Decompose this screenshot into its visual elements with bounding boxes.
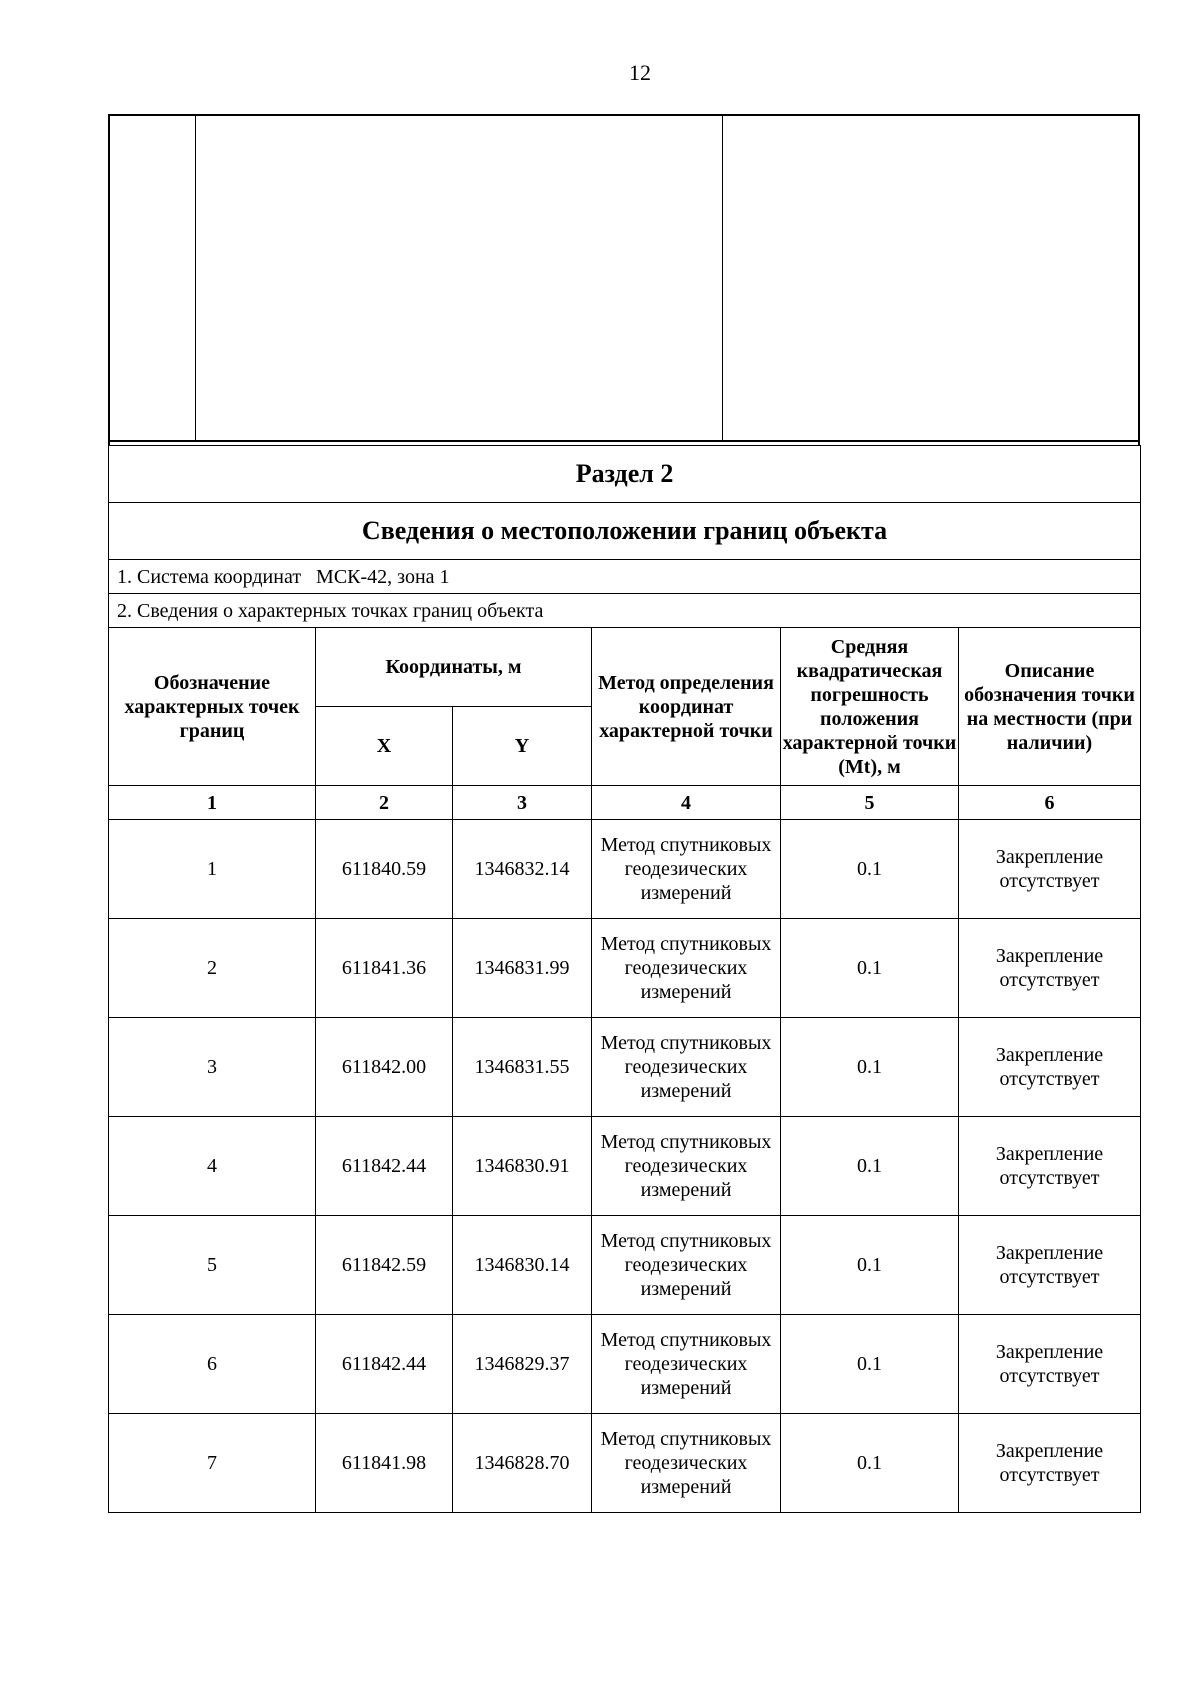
cell-description: Закрепление отсутствует [959, 919, 1141, 1018]
header-coordinates: Координаты, м [316, 628, 592, 707]
cell-description: Закрепление отсутствует [959, 1315, 1141, 1414]
cell-y: 1346830.91 [453, 1117, 592, 1216]
cell-x: 611842.44 [316, 1315, 453, 1414]
cell-description: Закрепление отсутствует [959, 820, 1141, 919]
cell-description: Закрепление отсутствует [959, 1018, 1141, 1117]
document-sheet [108, 114, 1140, 1513]
cell-method: Метод спутниковых геодезических измерений [592, 820, 781, 919]
column-number: 5 [781, 786, 959, 820]
cell-y: 1346832.14 [453, 820, 592, 919]
table-row [109, 1117, 1141, 1216]
cell-error: 0.1 [781, 919, 959, 1018]
header-x: X [316, 707, 453, 786]
cell-method: Метод спутниковых геодезических измерений [592, 1117, 781, 1216]
cell-point: 7 [109, 1414, 316, 1513]
cell-point: 3 [109, 1018, 316, 1117]
cell-x: 611842.59 [316, 1216, 453, 1315]
blank-cell-left [110, 116, 196, 440]
blank-cell-right [723, 116, 1138, 440]
cell-description: Закрепление отсутствует [959, 1414, 1141, 1513]
cell-x: 611842.00 [316, 1018, 453, 1117]
cell-error: 0.1 [781, 1315, 959, 1414]
column-number: 4 [592, 786, 781, 820]
header-description: Описание обозначения точки на местности (при наличии) [959, 628, 1141, 786]
blank-top-block [108, 114, 1140, 442]
cell-error: 0.1 [781, 1117, 959, 1216]
column-number: 6 [959, 786, 1141, 820]
header-method: Метод определения координат характерной точки [592, 628, 781, 786]
page-number: 12 [629, 60, 651, 85]
table-row [109, 1018, 1141, 1117]
table-row [109, 1315, 1141, 1414]
cell-point: 4 [109, 1117, 316, 1216]
points-heading: 2. Сведения о характерных точках границ объекта [109, 594, 1141, 628]
cell-method: Метод спутниковых геодезических измерений [592, 1018, 781, 1117]
column-number: 3 [453, 786, 592, 820]
cell-x: 611840.59 [316, 820, 453, 919]
cell-point: 2 [109, 919, 316, 1018]
boundary-points-table [108, 445, 1141, 1513]
cell-error: 0.1 [781, 1414, 959, 1513]
header-y: Y [453, 707, 592, 786]
table-row [109, 1216, 1141, 1315]
table-row [109, 1414, 1141, 1513]
cell-method: Метод спутниковых геодезических измерений [592, 1315, 781, 1414]
section-title: Раздел 2 [109, 446, 1141, 503]
cell-x: 611842.44 [316, 1117, 453, 1216]
cell-method: Метод спутниковых геодезических измерений [592, 1414, 781, 1513]
cell-y: 1346831.99 [453, 919, 592, 1018]
cell-description: Закрепление отсутствует [959, 1117, 1141, 1216]
cell-y: 1346829.37 [453, 1315, 592, 1414]
cell-y: 1346828.70 [453, 1414, 592, 1513]
cell-description: Закрепление отсутствует [959, 1216, 1141, 1315]
cell-error: 0.1 [781, 1216, 959, 1315]
cell-y: 1346830.14 [453, 1216, 592, 1315]
coordinate-system: 1. Система координат МСК-42, зона 1 [109, 560, 1141, 594]
table-row [109, 919, 1141, 1018]
header-error: Средняя квадратическая погрешность положения характерной точки (Mt), м [781, 628, 959, 786]
section-subtitle: Сведения о местоположении границ объекта [109, 503, 1141, 560]
column-number: 2 [316, 786, 453, 820]
blank-cell-middle [196, 116, 723, 440]
cell-x: 611841.36 [316, 919, 453, 1018]
cell-x: 611841.98 [316, 1414, 453, 1513]
cell-error: 0.1 [781, 1018, 959, 1117]
header-designation: Обозначение характерных точек границ [109, 628, 316, 786]
cell-y: 1346831.55 [453, 1018, 592, 1117]
column-number: 1 [109, 786, 316, 820]
cell-method: Метод спутниковых геодезических измерений [592, 919, 781, 1018]
cell-point: 5 [109, 1216, 316, 1315]
table-row [109, 820, 1141, 919]
cell-point: 6 [109, 1315, 316, 1414]
cell-method: Метод спутниковых геодезических измерений [592, 1216, 781, 1315]
cell-point: 1 [109, 820, 316, 919]
cell-error: 0.1 [781, 820, 959, 919]
